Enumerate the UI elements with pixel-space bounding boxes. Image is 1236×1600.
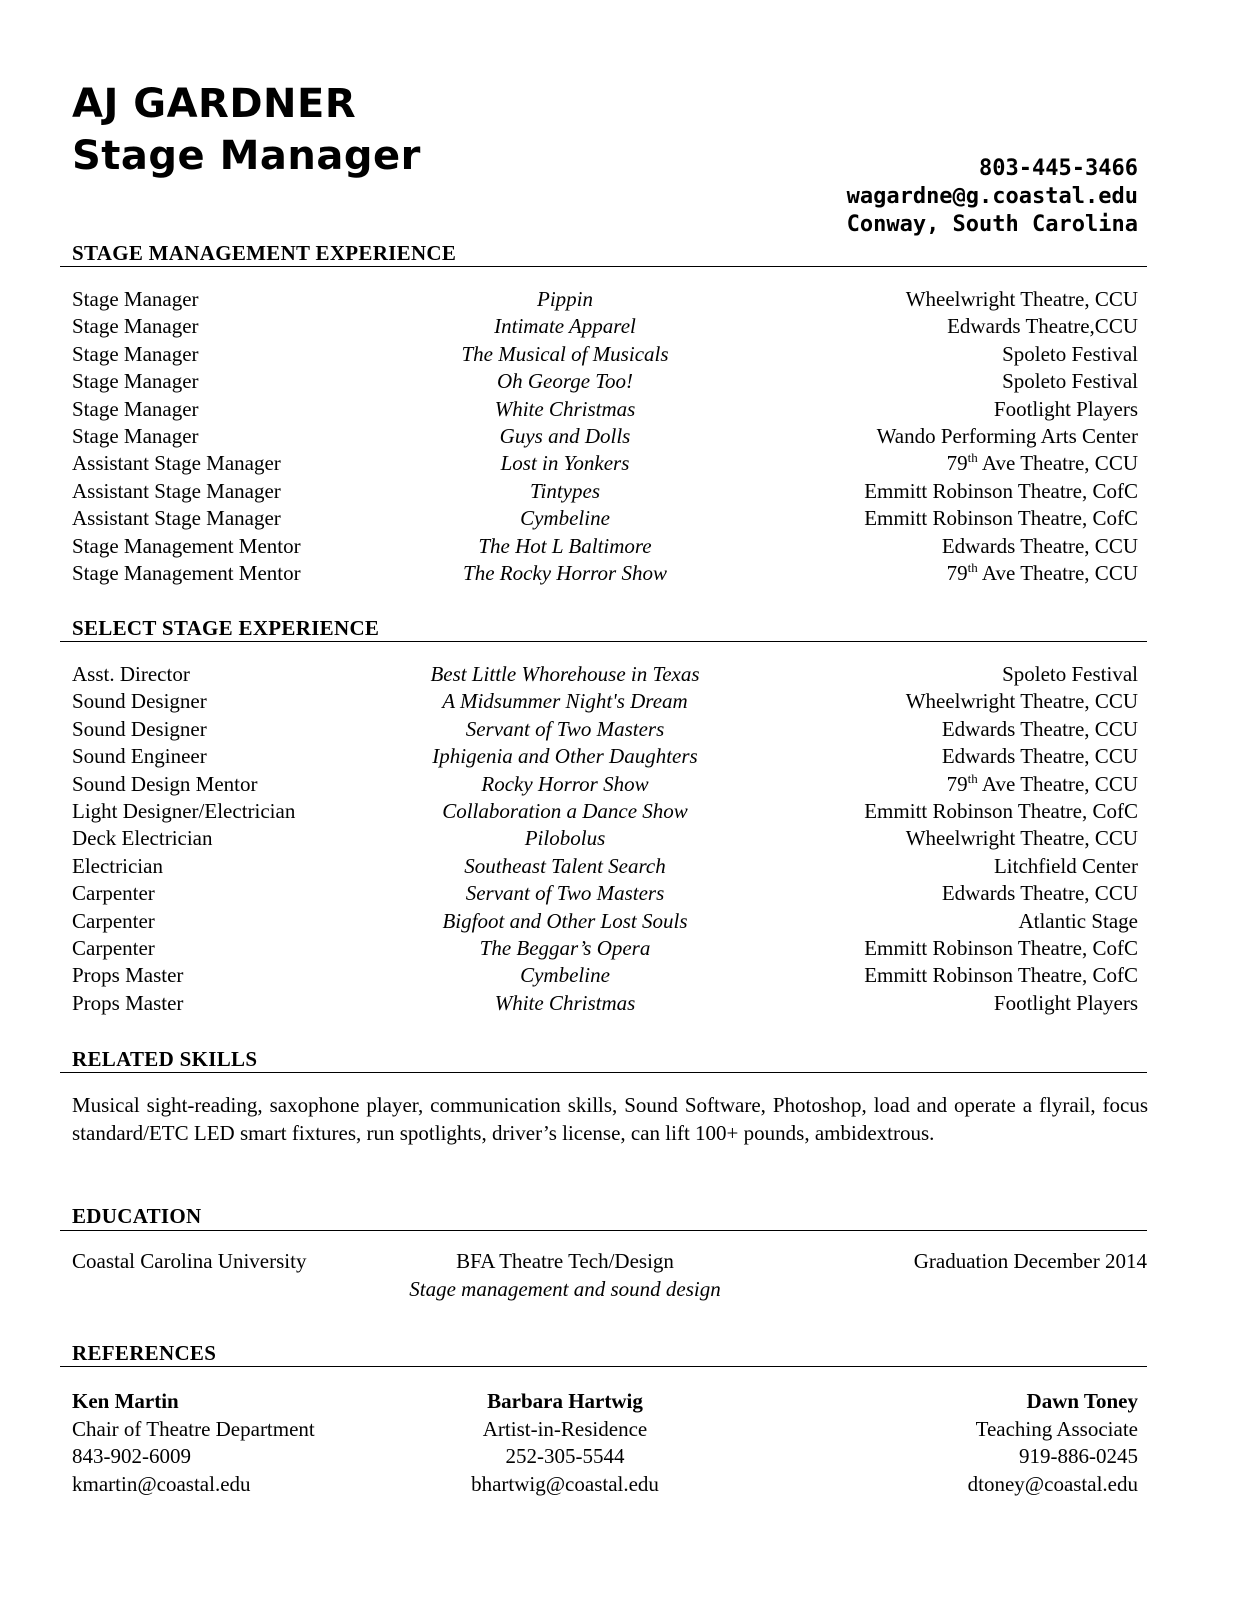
experience-show: Collaboration a Dance Show [442,799,688,823]
section-divider [60,1366,1147,1367]
experience-venue [947,450,1138,478]
reference-phone: 843-902-6009 [72,1444,191,1468]
experience-role: Sound Designer [72,716,207,741]
experience-venue: Emmitt Robinson Theatre, CofC [864,478,1138,503]
experience-role: Sound Design Mentor [72,771,258,796]
experience-show: Tintypes [529,478,600,503]
experience-venue: Atlantic Stage [1018,908,1138,933]
experience-row [72,908,1138,936]
experience-row [72,716,1138,744]
experience-row [72,313,1138,341]
experience-venue: Footlight Players [993,396,1138,421]
experience-show: Rocky Horror Show [481,771,649,796]
reference-phone: 252-305-5544 [505,1444,625,1468]
resume-name: AJ GARDNER [72,81,357,127]
experience-role: Stage Manager [72,341,199,366]
experience-row [72,368,1138,396]
experience-show: Servant of Two Masters [465,881,665,906]
experience-role: Assistant Stage Manager [72,478,281,503]
experience-venue: Edwards Theatre,CCU [947,314,1138,339]
reference-phone: 919-886-0245 [1019,1444,1138,1468]
experience-show: Oh George Too! [496,369,634,394]
education-degree: BFA Theatre Tech/Design [456,1249,674,1273]
section-divider [60,266,1147,267]
experience-show: The Rocky Horror Show [463,561,667,585]
experience-row [72,286,1138,314]
experience-show: Servant of Two Masters [465,716,665,741]
experience-row [72,396,1138,424]
experience-row [72,880,1138,908]
experience-role: Assistant Stage Manager [72,451,281,476]
section-heading-stage-management: STAGE MANAGEMENT EXPERIENCE [72,241,457,265]
venue-name: Ave Theatre, CCU [981,451,1138,476]
experience-show: Lost in Yonkers [500,451,630,476]
experience-show: Southeast Talent Search [464,853,666,878]
education-graduation: Graduation December 2014 [913,1249,1147,1273]
experience-role: Stage Manager [72,396,199,421]
section-divider [60,1230,1147,1231]
experience-venue: Footlight Players [993,990,1138,1015]
experience-row [72,962,1138,990]
experience-row [72,560,1138,588]
experience-show: Intimate Apparel [494,314,636,339]
experience-role: Carpenter [72,881,155,906]
experience-venue: Edwards Theatre, CCU [941,744,1138,769]
section-divider [60,641,1147,642]
section-divider [60,1072,1147,1073]
experience-show: A Midsummer Night's Dream [442,689,688,714]
experience-show: Guys and Dolls [499,424,631,448]
section-heading-stage-experience: SELECT STAGE EXPERIENCE [72,616,380,640]
experience-row [72,423,1138,451]
venue-number: 79 [946,561,968,585]
reference-name: Ken Martin [72,1389,179,1413]
experience-show: Pilobolus [524,826,606,851]
experience-venue [947,771,1138,799]
experience-role: Sound Engineer [72,744,207,769]
contact-location: Conway, South Carolina [846,212,1138,237]
experience-show: White Christmas [494,990,636,1015]
venue-ordinal: th [967,450,978,466]
experience-venue: Spoleto Festival [1002,662,1138,686]
experience-venue: Edwards Theatre, CCU [941,716,1138,741]
experience-row [72,743,1138,771]
experience-show: The Musical of Musicals [461,341,669,366]
experience-venue: Wando Performing Arts Center [876,424,1138,448]
experience-row [72,990,1138,1018]
experience-role: Carpenter [72,908,155,933]
experience-role: Stage Manager [72,287,199,311]
venue-name: Ave Theatre, CCU [981,561,1138,585]
section-heading-skills: RELATED SKILLS [72,1047,258,1071]
experience-role: Carpenter [72,936,155,960]
experience-venue: Wheelwright Theatre, CCU [905,287,1138,311]
section-heading-references: REFERENCES [72,1341,217,1365]
experience-role: Props Master [72,963,184,988]
experience-role: Assistant Stage Manager [72,506,281,531]
experience-row [72,771,1138,799]
reference-role: Artist-in-Residence [482,1416,648,1441]
venue-ordinal: th [967,770,978,786]
venue-name: Ave Theatre, CCU [981,771,1138,796]
experience-role: Stage Management Mentor [72,533,301,558]
reference-card [365,1388,765,1498]
experience-row [72,505,1138,533]
venue-number: 79 [946,451,968,476]
experience-venue: Emmitt Robinson Theatre, CofC [864,506,1138,531]
experience-row [72,450,1138,478]
experience-show: Cymbeline [520,506,610,531]
experience-venue: Emmitt Robinson Theatre, CofC [864,963,1138,988]
experience-role: Electrician [72,853,163,878]
reference-role: Teaching Associate [975,1416,1138,1441]
experience-venue: Spoleto Festival [1002,341,1138,366]
experience-role: Props Master [72,990,184,1015]
experience-show: Bigfoot and Other Lost Souls [442,908,688,933]
contact-phone: 803-445-3466 [979,156,1138,181]
experience-row [72,935,1138,963]
education-school: Coastal Carolina University [72,1249,307,1273]
experience-venue: Spoleto Festival [1002,369,1138,394]
experience-row [72,798,1138,826]
reference-email[interactable]: kmartin@coastal.edu [72,1471,251,1496]
section-heading-education: EDUCATION [72,1204,202,1228]
reference-name: Dawn Toney [1026,1389,1138,1413]
experience-venue: Emmitt Robinson Theatre, CofC [864,936,1138,960]
experience-show: Pippin [537,287,593,311]
venue-ordinal: th [967,560,978,575]
reference-card [738,1388,1138,1498]
experience-venue: Edwards Theatre, CCU [941,881,1138,906]
contact-email: wagardne@g.coastal.edu [846,184,1138,209]
education-focus: Stage management and sound design [409,1277,721,1301]
experience-row [72,688,1138,716]
experience-venue: Wheelwright Theatre, CCU [905,689,1138,714]
reference-email[interactable]: dtoney@coastal.edu [967,1471,1138,1496]
experience-show: Iphigenia and Other Daughters [432,744,698,769]
experience-venue: Wheelwright Theatre, CCU [905,826,1138,851]
experience-show: Best Little Whorehouse in Texas [430,662,700,686]
venue-number: 79 [946,771,968,796]
experience-role: Sound Designer [72,689,207,714]
experience-venue: Edwards Theatre, CCU [941,533,1138,558]
experience-role: Stage Management Mentor [72,561,301,585]
experience-row [72,825,1138,853]
experience-venue: Litchfield Center [993,853,1138,878]
experience-show: Cymbeline [520,963,610,988]
experience-venue: Emmitt Robinson Theatre, CofC [864,799,1138,823]
experience-role: Deck Electrician [72,826,213,851]
resume-title: Stage Manager [72,133,421,179]
reference-role: Chair of Theatre Department [72,1416,315,1441]
experience-row [72,661,1138,689]
experience-role: Asst. Director [72,662,190,686]
experience-row [72,341,1138,369]
experience-show: White Christmas [494,396,636,421]
experience-row [72,478,1138,506]
experience-role: Stage Manager [72,314,199,339]
reference-email[interactable]: bhartwig@coastal.edu [471,1471,659,1496]
experience-venue [947,560,1138,588]
experience-role: Stage Manager [72,369,199,394]
reference-name: Barbara Hartwig [487,1389,643,1413]
experience-show: The Hot L Baltimore [478,533,652,558]
experience-row [72,533,1138,561]
experience-role: Stage Manager [72,424,199,448]
experience-show: The Beggar’s Opera [479,936,651,960]
skills-text: Musical sight-reading, saxophone player, communication skills, Sound Software, Photoshop, load and operate a flyrail, focus standard/ETC LED smart fixtures, run spotlights, driver’s license, can lift 100+ pounds, ambidextrous. [72,1093,1148,1145]
experience-row [72,853,1138,881]
experience-role: Light Designer/Electrician [72,799,296,823]
